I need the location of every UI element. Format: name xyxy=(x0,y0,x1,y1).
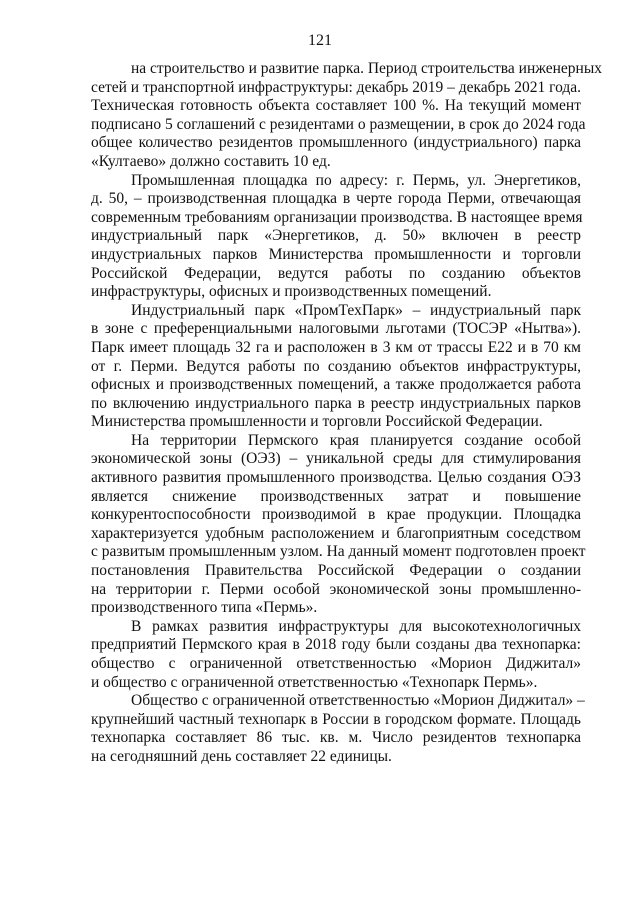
text-line: В рамках развития инфраструктуры для высокотехнологичных xyxy=(131,617,581,635)
text-line: подписано 5 соглашений с резидентами о размещении, в срок до 2024 года xyxy=(91,115,586,133)
text-line: на территории г. Перми особой экономической зоны промышленно- xyxy=(91,580,581,598)
text-line: Парк имеет площадь 32 га и расположен в 3 км от трассы Е22 и в 70 км xyxy=(91,338,581,356)
text-line: с развитым промышленным узлом. На данный момент подготовлен проект xyxy=(91,543,586,561)
document-body xyxy=(91,60,603,767)
paragraph xyxy=(91,431,586,618)
text-line: Общество с ограниченной ответственностью «Морион Диджитал» – xyxy=(131,692,585,710)
text-line: Министерства промышленности и торговли Российской Федерации. xyxy=(91,413,543,431)
text-line: д. 50, – производственная площадка в черте города Перми, отвечающая xyxy=(91,190,581,208)
text-line: характеризуется удобным расположением и благоприятным соседством xyxy=(91,524,581,542)
text-line: Промышленная площадка по адресу: г. Пермь, ул. Энергетиков, xyxy=(131,171,581,189)
text-line: общество с ограниченной ответственностью «Морион Диджитал» xyxy=(91,655,581,672)
text-line: в зоне с преференциальными налоговыми льготами (ТОСЭР «Нытва»). xyxy=(91,320,581,338)
text-line: по включению индустриального парка в реестр индустриальных парков xyxy=(91,394,581,412)
text-line: производственного типа «Пермь». xyxy=(91,599,318,617)
text-line: технопарка составляет 86 тыс. кв. м. Число резидентов технопарка xyxy=(91,729,581,747)
text-line: постановления Правительства Российской Федерации о создании xyxy=(91,562,581,580)
paragraph xyxy=(91,692,585,766)
text-line: от г. Перми. Ведутся работы по созданию объектов инфраструктуры, xyxy=(91,357,581,375)
text-line: на сегодняшний день составляет 22 единицы. xyxy=(91,747,392,765)
text-line: на строительство и развитие парка. Период строительства инженерных xyxy=(131,60,603,77)
text-line: сетей и транспортной инфраструктуры: декабрь 2019 – декабрь 2021 года. xyxy=(91,78,582,96)
text-line: индустриальных парков Министерства промышленности и торговли xyxy=(91,245,581,263)
text-line: Техническая готовность объекта составляет 100 %. На текущий момент xyxy=(91,97,581,115)
paragraph xyxy=(91,302,581,432)
text-line: офисных и производственных помещений, а также продолжается работа xyxy=(91,376,581,394)
text-line: экономической зоны (ОЭЗ) – уникальной среды для стимулирования xyxy=(91,450,581,468)
text-line: «Култаево» должно составить 10 ед. xyxy=(91,152,331,170)
page-number: 121 xyxy=(308,32,332,49)
text-line: крупнейший частный технопарк в России в городском формате. Площадь xyxy=(91,710,581,728)
text-line: активного развития промышленного производства. Целью создания ОЭЗ xyxy=(91,469,581,487)
text-line: Индустриальный парк «ПромТехПарк» – индустриальный парк xyxy=(131,301,581,319)
text-line: общее количество резидентов промышленного (индустриального) парка xyxy=(91,134,581,152)
paragraph xyxy=(91,60,603,172)
text-line: и общество с ограниченной ответственностью «Технопарк Пермь». xyxy=(91,673,538,691)
text-line: конкурентоспособности производимой в крае продукции. Площадка xyxy=(91,506,581,524)
paragraph xyxy=(91,172,581,302)
text-line: современным требованиям организации производства. В настоящее время xyxy=(91,208,583,226)
text-line: Российской Федерации, ведутся работы по созданию объектов xyxy=(91,264,581,282)
text-line: индустриальный парк «Энергетиков, д. 50» включен в реестр xyxy=(91,227,581,245)
text-line: На территории Пермского края планируется создание особой xyxy=(131,431,581,449)
text-line: предприятий Пермского края в 2018 году были созданы два технопарка: xyxy=(91,636,581,654)
text-line: инфраструктуры, офисных и производственных помещений. xyxy=(91,283,492,301)
text-line: является снижение производственных затрат и повышение xyxy=(91,487,581,505)
paragraph xyxy=(91,618,581,692)
